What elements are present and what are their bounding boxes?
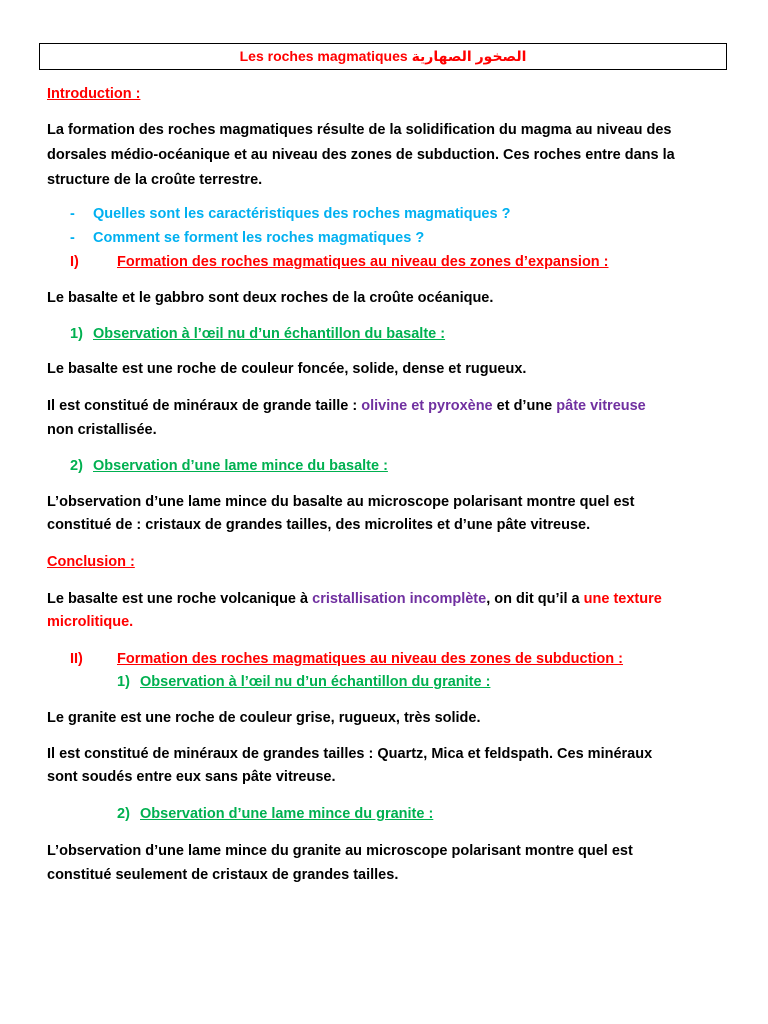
conclusion-a: Le basalte est une roche volcanique à (47, 591, 309, 607)
basalte-line-2-c: et d’une (496, 398, 553, 414)
section-1-number: I) (70, 254, 79, 270)
section-2-sub-2-heading: Observation d’une lame mince du granite : (140, 806, 434, 822)
section-1-sub-1-number: 1) (70, 326, 83, 342)
question-bullet-1: - (70, 206, 75, 222)
granite-line-1: Le granite est une roche de couleur grise, rugueux, très solide. (47, 710, 481, 726)
basalte-minerals: olivine et pyroxène (361, 398, 493, 414)
basalte-pate-vitreuse: pâte vitreuse (556, 398, 646, 414)
question-1: Quelles sont les caractéristiques des roches magmatiques ? (93, 206, 511, 222)
basalte-line-2 (47, 397, 646, 415)
basalte-line-3: non cristallisée. (47, 422, 157, 438)
granite-line-2: Il est constitué de minéraux de grandes tailles : Quartz, Mica et feldspath. Ces minéraux (47, 746, 653, 762)
intro-line-2: dorsales médio-océanique et au niveau des zones de subduction. Ces roches entre dans la (47, 147, 675, 163)
lame-granite-line-1: L’observation d’une lame mince du granite au microscope polarisant montre quel est (47, 843, 633, 859)
section-2-sub-2-number: 2) (117, 806, 130, 822)
page-title (39, 43, 727, 70)
basalte-line-2-a: Il est constitué de minéraux de grande taille : (47, 398, 358, 414)
section-1-sub-2-number: 2) (70, 458, 83, 474)
question-bullet-2: - (70, 230, 75, 246)
conclusion-cristallisation: cristallisation incomplète (312, 591, 487, 607)
question-2: Comment se forment les roches magmatiques ? (93, 230, 425, 246)
title-arabic: الصخور الصهارية (411, 48, 527, 64)
intro-heading: Introduction : (47, 86, 141, 102)
conclusion-texture: une texture (583, 591, 662, 607)
lame-basalte-line-1: L’observation d’une lame mince du basalte au microscope polarisant montre quel est (47, 494, 635, 510)
intro-line-1: La formation des roches magmatiques résulte de la solidification du magma au niveau des (47, 122, 672, 138)
conclusion-line-1 (47, 590, 662, 608)
lame-granite-line-2: constitué seulement de cristaux de grandes tailles. (47, 867, 399, 883)
conclusion-heading: Conclusion : (47, 554, 135, 570)
intro-line-3: structure de la croûte terrestre. (47, 172, 263, 188)
conclusion-microlitique: microlitique. (47, 614, 134, 630)
section-2-sub-1-number: 1) (117, 674, 130, 690)
section-2-sub-1-heading: Observation à l’œil nu d’un échantillon du granite : (140, 674, 491, 690)
section-1-sub-1-heading: Observation à l’œil nu d’un échantillon du basalte : (93, 326, 446, 342)
section-1-sub-2-heading: Observation d’une lame mince du basalte : (93, 458, 388, 474)
section-2-heading: Formation des roches magmatiques au niveau des zones de subduction : (117, 651, 623, 667)
conclusion-c: , on dit qu’il a (486, 591, 580, 607)
section-2-number: II) (70, 651, 83, 667)
section-1-text: Le basalte et le gabbro sont deux roches de la croûte océanique. (47, 290, 494, 306)
basalte-line-1: Le basalte est une roche de couleur foncée, solide, dense et rugueux. (47, 361, 527, 377)
granite-line-3: sont soudés entre eux sans pâte vitreuse. (47, 769, 336, 785)
lame-basalte-line-2: constitué de : cristaux de grandes tailles, des microlites et d’une pâte vitreuse. (47, 517, 591, 533)
section-1-heading: Formation des roches magmatiques au niveau des zones d’expansion : (117, 254, 609, 270)
title-french: Les roches magmatiques (239, 48, 408, 64)
